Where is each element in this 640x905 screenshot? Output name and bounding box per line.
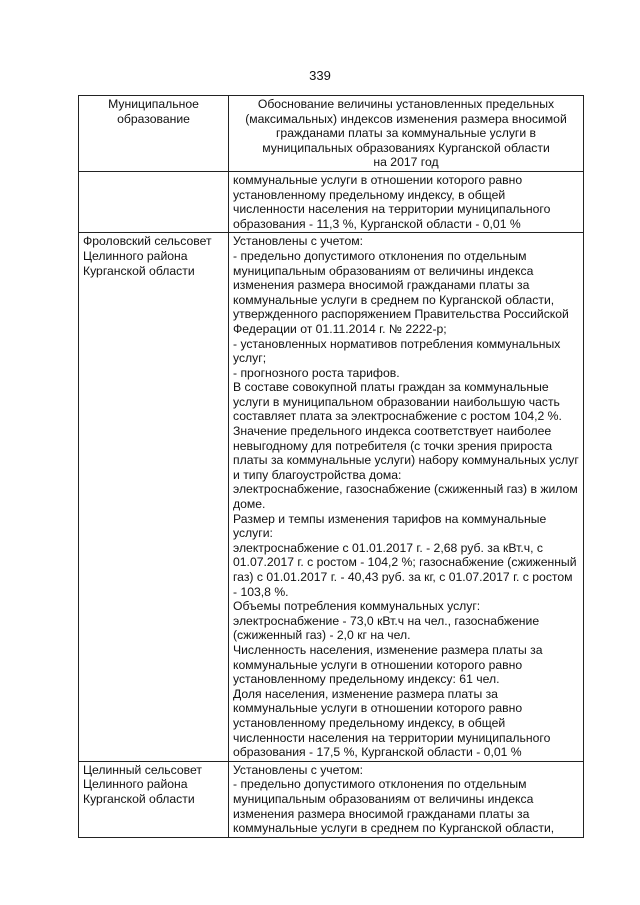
justification-line: изменения размера вносимой гражданами платы за — [233, 806, 530, 821]
municipality-line: Целинный сельсовет — [83, 762, 202, 777]
justification-line: платы за коммунальные услуги) набору коммунальных услуг — [233, 453, 579, 468]
justification-line: Численность населения, изменение размера платы за — [233, 642, 543, 657]
municipality-cell — [79, 761, 229, 837]
justification-line: составляет плата за электроснабжение с ростом 104,2 %. — [233, 409, 562, 424]
justification-line: Объемы потребления коммунальных услуг: — [233, 599, 481, 614]
municipality-line: Фроловский сельсовет — [83, 234, 212, 249]
header-text-line: (максимальных) индексов изменения размера вносимой — [245, 111, 567, 126]
justification-line: услуги в муниципальном образовании наибольшую часть — [233, 394, 560, 409]
justification-line: В составе совокупной платы граждан за коммунальные — [233, 380, 549, 395]
justification-line: - установленных нормативов потребления коммунальных — [233, 336, 561, 351]
table-header-row — [79, 96, 584, 172]
justification-cell — [229, 761, 584, 837]
header-text-line: Обоснование величины установленных предельных — [257, 97, 555, 111]
table-row — [79, 761, 584, 837]
justification-line: утвержденного распоряжением Правительства Российской — [233, 307, 569, 322]
justification-cell — [229, 171, 584, 232]
justification-line: установленному предельному индексу, в общей — [233, 187, 506, 202]
municipality-cell — [79, 233, 229, 761]
municipality-line: Целинного района — [83, 248, 188, 263]
justification-line: - предельно допустимого отклонения по отдельным — [233, 777, 527, 792]
header-text-line: Муниципальное — [108, 97, 199, 111]
justification-line: Федерации от 01.11.2014 г. № 2222-р; — [233, 321, 447, 336]
header-text-line: образование — [117, 111, 190, 126]
header-text-line: гражданами платы за коммунальные услуги в — [275, 126, 537, 141]
header-municipality — [79, 96, 229, 172]
justification-line: электроснабжение - 73,0 кВт.ч на чел., газоснабжение — [233, 613, 540, 628]
table-row — [79, 171, 584, 232]
justification-line: газ) с 01.01.2017 г. - 40,43 руб. за кг, с 01.07.2017 г. с ростом — [233, 570, 573, 584]
justification-cell — [229, 233, 584, 761]
justification-line: услуг; — [233, 351, 267, 366]
justification-line: - предельно допустимого отклонения по отдельным — [233, 248, 527, 263]
table-body — [79, 171, 584, 837]
justification-line: Размер и темпы изменения тарифов на коммунальные — [233, 511, 547, 526]
header-justification — [229, 96, 584, 172]
justification-line: Доля населения, изменение размера платы за — [233, 686, 498, 701]
justification-line: невыгодному для потребителя (с точки зрения прироста — [233, 438, 553, 453]
justification-line: муниципальным образованиям от величины индекса — [233, 263, 534, 278]
index-justification-table — [78, 95, 584, 838]
justification-line: - прогнозного роста тарифов. — [233, 365, 400, 380]
justification-line: образования - 17,5 %, Курганской области - 0,01 % — [233, 745, 522, 760]
justification-line: Установлены с учетом: — [233, 762, 363, 777]
justification-line: Значение предельного индекса соответствует наиболее — [233, 424, 552, 439]
municipality-cell — [79, 171, 229, 232]
header-text-line: на 2017 год — [373, 155, 439, 170]
justification-line: коммунальные услуги в среднем по Курганской области, — [233, 292, 555, 307]
justification-line: установленному предельному индексу, в общей — [233, 715, 506, 730]
justification-line: - 103,8 %. — [233, 584, 289, 599]
justification-line: коммунальные услуги в отношении которого равно — [233, 172, 523, 187]
header-text-line: муниципальных образованиях Курганской области — [262, 140, 550, 155]
justification-line: услуги: — [233, 526, 273, 541]
table-row — [79, 233, 584, 761]
justification-line: коммунальные услуги в среднем по Курганской области, — [233, 821, 555, 836]
justification-line: коммунальные услуги в отношении которого равно — [233, 657, 523, 672]
justification-line: установленному предельному индексу: 61 чел. — [233, 672, 500, 687]
justification-line: электроснабжение с 01.01.2017 г. - 2,68 руб. за кВт.ч, с — [233, 540, 543, 555]
justification-line: образования - 11,3 %, Курганской области - 0,01 % — [233, 216, 521, 231]
justification-line: коммунальные услуги в отношении которого равно — [233, 701, 523, 716]
justification-line: изменения размера вносимой гражданами платы за — [233, 278, 530, 293]
municipality-line: Целинного района — [83, 777, 188, 792]
justification-line: 01.07.2017 г. с ростом - 104,2 %; газоснабжение (сжиженный — [233, 555, 577, 570]
justification-line: муниципальным образованиям от величины индекса — [233, 791, 534, 806]
justification-line: доме. — [233, 497, 266, 512]
municipality-line: Курганской области — [83, 791, 195, 806]
justification-line: численности населения на территории муниципального — [233, 202, 551, 217]
municipality-line: Курганской области — [83, 263, 195, 278]
justification-line: Установлены с учетом: — [233, 234, 363, 249]
page-number: 339 — [309, 68, 331, 83]
justification-line: численности населения на территории муниципального — [233, 730, 551, 745]
justification-line: электроснабжение, газоснабжение (сжиженный газ) в жилом — [233, 482, 578, 497]
justification-line: (сжиженный газ) - 2,0 кг на чел. — [233, 628, 411, 643]
justification-line: и типу благоустройства дома: — [233, 467, 402, 482]
